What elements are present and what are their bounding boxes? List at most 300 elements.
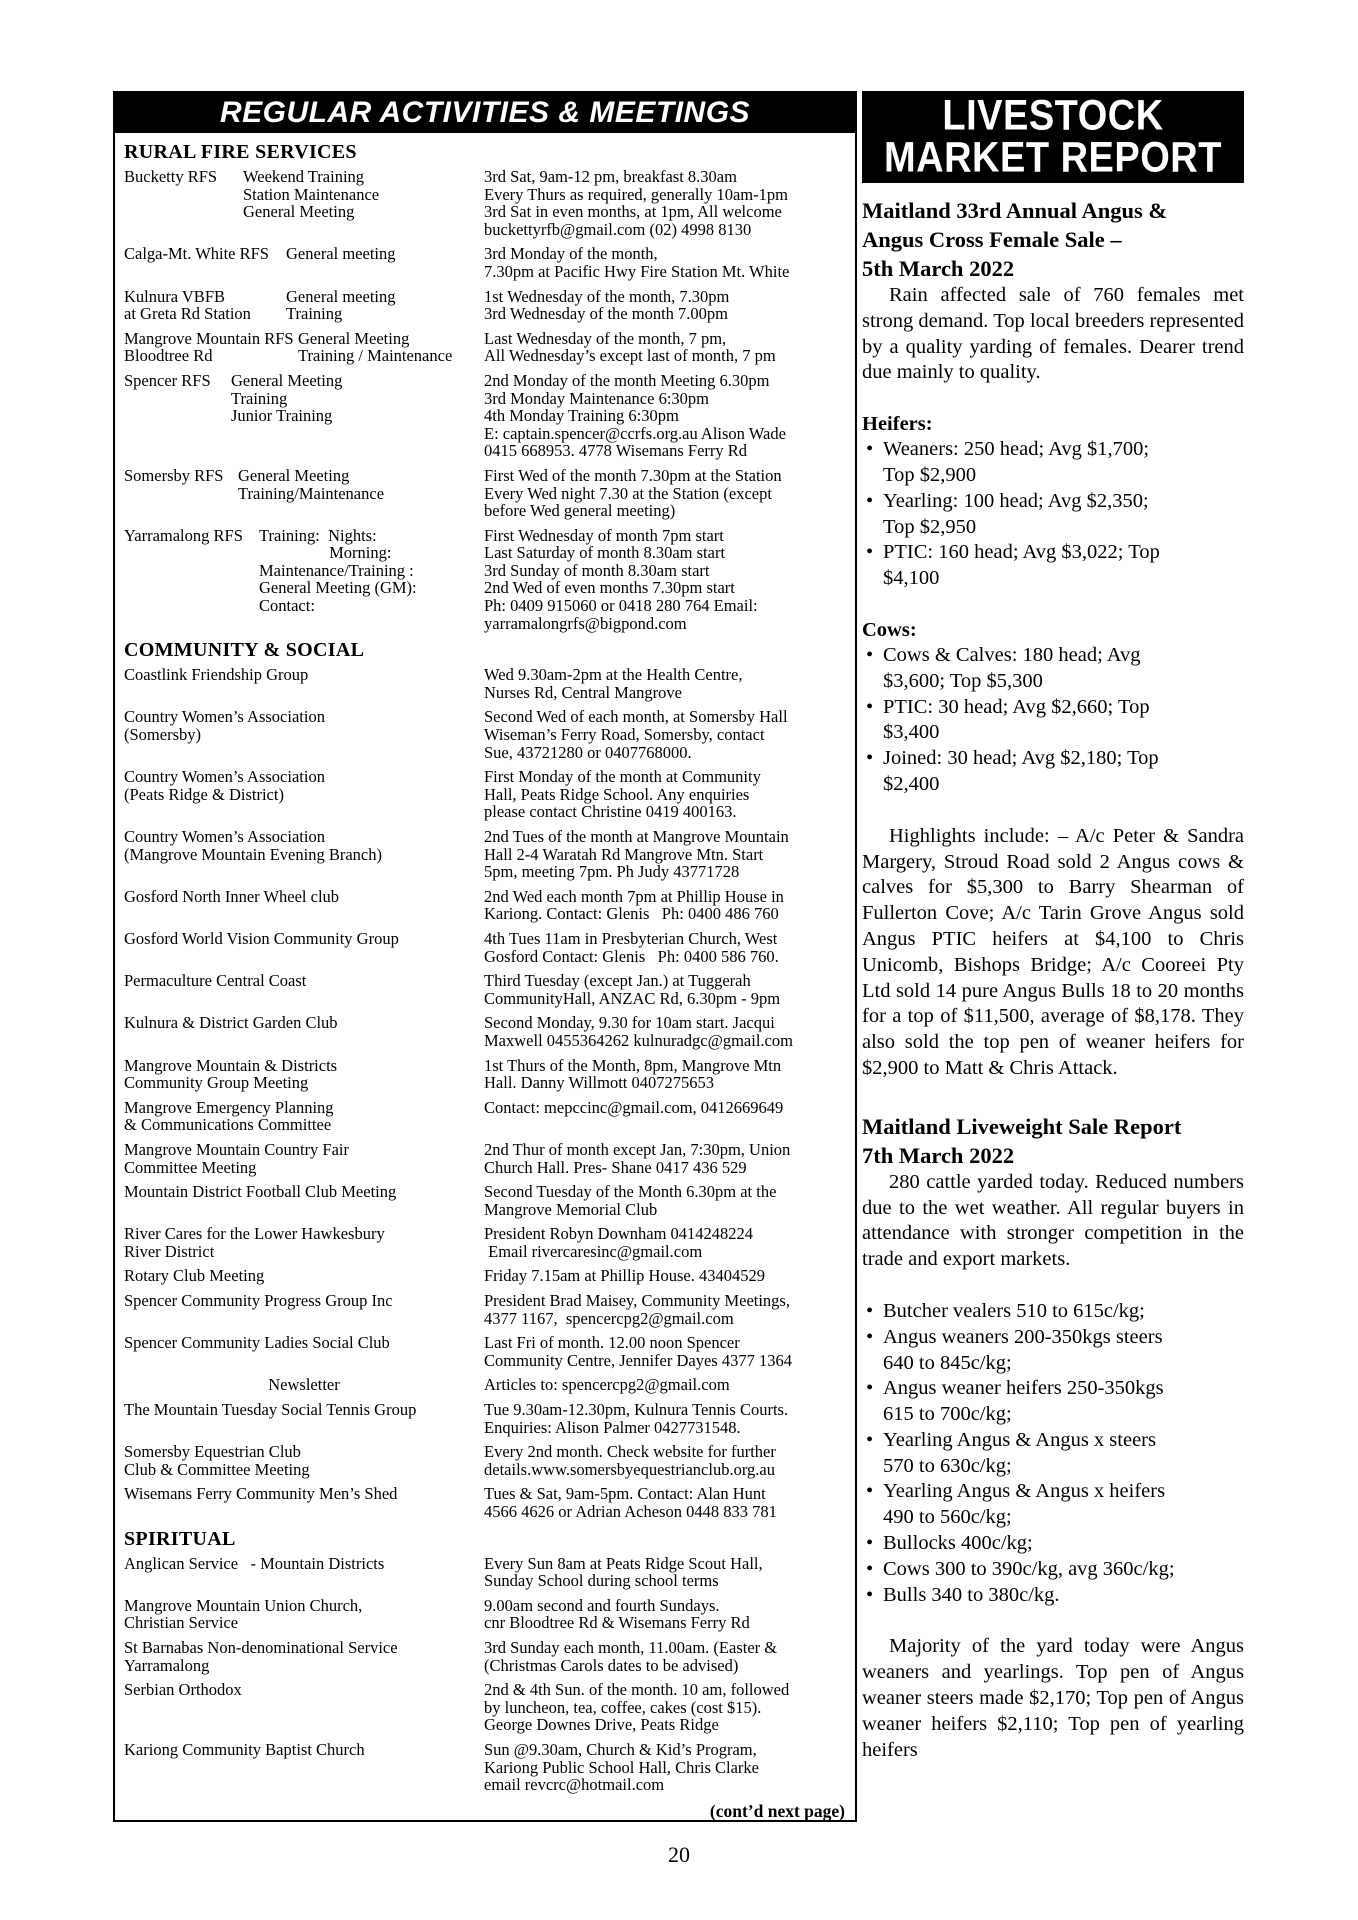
activity-row xyxy=(124,768,849,821)
activity-org-cell xyxy=(124,1267,484,1285)
org-name-line: The Mountain Tuesday Social Tennis Group xyxy=(124,1400,417,1420)
report-bullet xyxy=(862,1428,1244,1480)
meeting-detail xyxy=(484,972,849,1007)
report-bullet-line: • Weaners: 250 head; Avg $1,700; xyxy=(883,438,1150,461)
activity-org-cell xyxy=(124,1334,484,1369)
activity-row xyxy=(124,1099,849,1134)
meeting-detail-line: 4566 4626 or Adrian Acheson 0448 833 781 xyxy=(484,1502,777,1521)
activity-row xyxy=(124,666,849,701)
meeting-detail-line: First Monday of the month at Community xyxy=(484,767,761,787)
meeting-detail-line: Second Monday, 9.30 for 10am start. Jacqui xyxy=(484,1013,775,1033)
meeting-detail-line: 1st Thurs of the Month, 8pm, Mangrove Mtn xyxy=(484,1055,782,1075)
meeting-detail-line: 1st Wednesday of the month, 7.30pm xyxy=(484,286,730,306)
report-heading-line: Maitland Liveweight Sale Report xyxy=(862,1113,1182,1139)
report-bullet-line: • Joined: 30 head; Avg $2,180; Top xyxy=(883,747,1159,770)
activity-org-cell xyxy=(124,708,484,761)
meeting-detail xyxy=(484,708,849,761)
activity-row xyxy=(124,972,849,1007)
meeting-detail-line: Second Wed of each month, at Somersby Hall xyxy=(484,707,788,727)
org-name xyxy=(124,467,238,520)
meeting-detail xyxy=(484,467,849,520)
activity-row xyxy=(124,1141,849,1176)
activity-org-cell xyxy=(124,330,484,365)
report-bullet-line: $2,400 xyxy=(883,772,940,795)
meeting-detail-line: President Robyn Downham 0414248224 xyxy=(484,1224,754,1244)
meeting-detail-line: Sun @9.30am, Church & Kid’s Program, xyxy=(484,1739,757,1759)
meeting-detail-line: 3rd Monday of the month, xyxy=(484,244,658,264)
report-bullet-line: 615 to 700c/kg; xyxy=(883,1403,1012,1426)
report-bullet-line: $4,100 xyxy=(883,567,940,590)
org-name-line: Spencer RFS xyxy=(124,370,211,390)
meeting-detail-line: 2nd Monday of the month Meeting 6.30pm xyxy=(484,370,770,390)
activity-row xyxy=(124,288,849,323)
report-paragraph: Majority of the yard today were Angus weaners and yearlings. Top pen of Angus weaner steers made $2,170; Top pen of Angus weaner heifers $2,110; Top pen of yearling heifers xyxy=(862,1635,1244,1761)
activity-org-cell xyxy=(124,1141,484,1176)
meeting-type-line: General Meeting xyxy=(238,465,350,485)
meeting-detail-line: Last Saturday of month 8.30am start xyxy=(484,543,726,563)
org-name-line: Newsletter xyxy=(268,1375,340,1395)
meeting-detail xyxy=(484,888,849,923)
meeting-type-line: Maintenance/Training : xyxy=(259,560,414,580)
report-paragraph: Rain affected sale of 760 females met strong demand. Top local breeders represented by a quality yarding of females. Dearer trend due mainly to quality. xyxy=(862,284,1244,384)
livestock-title-box xyxy=(862,91,1244,183)
activity-org-cell xyxy=(124,828,484,881)
livestock-title-line1: LIVESTOCK xyxy=(942,92,1164,140)
section-heading: RURAL FIRE SERVICES xyxy=(124,141,357,163)
org-name-line: Somersby RFS xyxy=(124,465,224,485)
contd-note: (cont’d next page) xyxy=(709,1800,845,1821)
meeting-type xyxy=(286,245,484,280)
meeting-detail-line: 2nd Wed of even months 7.30pm start xyxy=(484,578,735,598)
report-heading-line: Maitland 33rd Annual Angus & xyxy=(862,198,1168,223)
report-bullet-list xyxy=(862,1299,1244,1609)
report-subheading: Heifers: xyxy=(862,413,933,436)
meeting-type xyxy=(238,467,484,520)
activities-body xyxy=(115,133,855,1822)
report-bullet-line: • Bulls 340 to 380c/kg. xyxy=(883,1583,1060,1606)
report-bullet-line: • Bullocks 400c/kg; xyxy=(883,1532,1033,1555)
meeting-detail xyxy=(484,168,849,238)
activity-org-cell xyxy=(124,1099,484,1134)
org-name-line: Calga-Mt. White RFS xyxy=(124,244,269,264)
org-name xyxy=(124,372,231,460)
activity-row xyxy=(124,1292,849,1327)
activity-org-cell xyxy=(124,1681,484,1734)
meeting-type-line: Training xyxy=(231,388,288,408)
meeting-detail xyxy=(484,1485,849,1520)
livestock-title-line2: MARKET REPORT xyxy=(884,134,1222,182)
meeting-detail-line: 4377 1167, spencercpg2@gmail.com xyxy=(484,1308,734,1328)
meeting-detail-line: Tue 9.30am-12.30pm, Kulnura Tennis Courts. xyxy=(484,1400,789,1420)
meeting-detail-line: Sunday School during school terms xyxy=(484,1571,719,1591)
meeting-detail xyxy=(484,1057,849,1092)
report-bullet-line: $3,600; Top $5,300 xyxy=(883,669,1043,692)
org-name-line: (Peats Ridge & District) xyxy=(124,784,284,804)
activity-row xyxy=(124,1443,849,1478)
report-paragraph: Highlights include: – A/c Peter & Sandra Margery, Stroud Road sold 2 Angus cows & calves for $5,300 to Barry Shearman of Fullerton Cove; A/c Tarin Grove Angus sold Angus PTIC heifers at $4,100 to Chris Unicomb, Bishops Bridge; A/c Cooreei Pty Ltd sold 14 pure Angus Bulls 18 to 20 months for a top of $11,500, average of $8,178. They also sold the top pen of weaner heifers for $2,900 to Matt & Chris Attack. xyxy=(862,824,1244,1079)
org-name-line: Mangrove Mountain Country Fair xyxy=(124,1139,350,1159)
report-bullet-line: 570 to 630c/kg; xyxy=(883,1454,1012,1477)
org-name-line: Coastlink Friendship Group xyxy=(124,665,309,685)
org-name-line: River Cares for the Lower Hawkesbury xyxy=(124,1224,385,1244)
report-bullet xyxy=(862,643,1244,695)
meeting-detail-line: Kariong Public School Hall, Chris Clarke xyxy=(484,1757,759,1777)
org-name-line: Spencer Community Ladies Social Club xyxy=(124,1333,390,1353)
meeting-detail-line: 3rd Monday Maintenance 6:30pm xyxy=(484,388,709,408)
report-bullet xyxy=(862,540,1244,592)
org-name-line: Spencer Community Progress Group Inc xyxy=(124,1291,393,1311)
meeting-detail-line: Church Hall. Pres- Shane 0417 436 529 xyxy=(484,1157,747,1177)
report-paragraph: 280 cattle yarded today. Reduced numbers due to the wet weather. All regular buyers in attendance with stronger competition in the trade and export markets. xyxy=(862,1170,1244,1271)
meeting-detail xyxy=(484,1292,849,1327)
meeting-detail-line: Every 2nd month. Check website for further xyxy=(484,1442,776,1462)
meeting-detail xyxy=(484,1401,849,1436)
meeting-detail-line: before Wed general meeting) xyxy=(484,501,676,521)
meeting-detail-line: Friday 7.15am at Phillip House. 43404529 xyxy=(484,1266,765,1286)
meeting-detail-line: (Christmas Carols dates to be advised) xyxy=(484,1655,739,1675)
report-heading-line: Angus Cross Female Sale – xyxy=(862,227,1122,252)
meeting-type-line: Training: Nights: xyxy=(259,525,377,545)
org-name-line: Permaculture Central Coast xyxy=(124,971,307,991)
activity-row xyxy=(124,372,849,460)
meeting-detail xyxy=(484,245,849,280)
meeting-detail-line: Second Tuesday of the Month 6.30pm at the xyxy=(484,1182,777,1202)
report-bullet xyxy=(862,1531,1244,1557)
org-name-line: Bloodtree Rd xyxy=(124,346,213,366)
meeting-type xyxy=(286,288,484,323)
meeting-type-line: General meeting xyxy=(286,244,396,264)
org-name-line: Yarramalong xyxy=(124,1655,210,1675)
meeting-type-line: Training / Maintenance xyxy=(298,346,453,366)
meeting-detail-line: 0415 668953. 4778 Wisemans Ferry Rd xyxy=(484,441,748,461)
org-name-line: (Mangrove Mountain Evening Branch) xyxy=(124,844,382,864)
activity-row xyxy=(124,888,849,923)
meeting-detail-line: Articles to: spencercpg2@gmail.com xyxy=(484,1375,730,1395)
activity-row xyxy=(124,330,849,365)
activity-org-cell xyxy=(124,1597,484,1632)
meeting-detail-line: 3rd Sunday of month 8.30am start xyxy=(484,560,710,580)
meeting-detail-line: Tues & Sat, 9am-5pm. Contact: Alan Hunt xyxy=(484,1484,766,1504)
meeting-detail xyxy=(484,1741,849,1794)
activity-org-cell xyxy=(124,930,484,965)
activity-row xyxy=(124,708,849,761)
report-heading-line: 5th March 2022 xyxy=(862,256,1015,281)
meeting-detail xyxy=(484,288,849,323)
meeting-detail-line: All Wednesday’s except last of month, 7 pm xyxy=(484,346,776,366)
activity-row xyxy=(124,1267,849,1285)
activity-row xyxy=(124,1639,849,1674)
meeting-type-line: Station Maintenance xyxy=(243,184,380,204)
meeting-detail-line: Third Tuesday (except Jan.) at Tuggerah xyxy=(484,971,751,991)
section-heading: SPIRITUAL xyxy=(124,1527,236,1550)
activity-row xyxy=(124,467,849,520)
activity-org-cell xyxy=(124,1292,484,1327)
meeting-detail-line: Gosford Contact: Glenis Ph: 0400 586 760. xyxy=(484,946,779,966)
meeting-detail-line: Enquiries: Alison Palmer 0427731548. xyxy=(484,1417,741,1437)
activities-title: REGULAR ACTIVITIES & MEETINGS xyxy=(219,96,751,129)
report-bullet xyxy=(862,489,1244,541)
report-bullet-line: • Cows & Calves: 180 head; Avg xyxy=(883,643,1141,666)
activity-org-cell xyxy=(124,1183,484,1218)
meeting-detail-line: 3rd Wednesday of the month 7.00pm xyxy=(484,304,728,324)
activity-org-cell xyxy=(124,1225,484,1260)
meeting-type xyxy=(298,330,484,365)
report-bullet-line: • Cows 300 to 390c/kg, avg 360c/kg; xyxy=(883,1557,1175,1580)
org-name-line: Wisemans Ferry Community Men’s Shed xyxy=(124,1484,398,1504)
org-name-line: Kariong Community Baptist Church xyxy=(124,1739,365,1759)
meeting-detail-line: Wiseman’s Ferry Road, Somersby, contact xyxy=(484,725,765,745)
org-name-line: Gosford World Vision Community Group xyxy=(124,928,399,948)
meeting-type-line: Training xyxy=(286,304,343,324)
meeting-detail-line: Wed 9.30am-2pm at the Health Centre, xyxy=(484,665,743,685)
meeting-type-line: Contact: xyxy=(259,596,315,616)
activities-panel xyxy=(113,91,857,1822)
report-bullet xyxy=(862,437,1244,489)
meeting-detail-line: 7.30pm at Pacific Hwy Fire Station Mt. White xyxy=(484,261,790,281)
meeting-detail-line: First Wed of the month 7.30pm at the Station xyxy=(484,465,782,485)
activity-row xyxy=(124,1057,849,1092)
meeting-type-line: General Meeting xyxy=(298,328,410,348)
meeting-detail-line: Kariong. Contact: Glenis Ph: 0400 486 760 xyxy=(484,904,779,924)
report-bullet-line: • Yearling: 100 head; Avg $2,350; xyxy=(883,489,1149,512)
report-bullet xyxy=(862,746,1244,798)
meeting-detail-line: Hall, Peats Ridge School. Any enquiries xyxy=(484,784,750,804)
meeting-detail xyxy=(484,1014,849,1049)
meeting-type xyxy=(231,372,484,460)
meeting-type-line: General Meeting xyxy=(231,370,343,390)
org-name xyxy=(124,288,286,323)
meeting-detail xyxy=(484,1681,849,1734)
meeting-detail-line: Last Fri of month. 12.00 noon Spencer xyxy=(484,1333,740,1353)
report-heading xyxy=(862,1112,1244,1170)
meeting-detail-line: cnr Bloodtree Rd & Wisemans Ferry Rd xyxy=(484,1613,750,1633)
report-bullet xyxy=(862,1557,1244,1583)
meeting-type-line: Morning: xyxy=(259,543,392,563)
meeting-detail-line: 3rd Sat, 9am-12 pm, breakfast 8.30am xyxy=(484,167,737,186)
org-name-line: Somersby Equestrian Club xyxy=(124,1442,301,1462)
report-bullet-line: • PTIC: 160 head; Avg $3,022; Top xyxy=(883,541,1160,564)
org-name xyxy=(124,527,259,633)
org-name-line: (Somersby) xyxy=(124,725,201,745)
report-bullet xyxy=(862,1479,1244,1531)
meeting-detail xyxy=(484,1141,849,1176)
report-bullet-line: • Angus weaner heifers 250-350kgs xyxy=(883,1377,1164,1400)
meeting-detail-line: 9.00am second and fourth Sundays. xyxy=(484,1595,720,1615)
meeting-detail-line: 2nd Wed each month 7pm at Phillip House in xyxy=(484,886,784,906)
meeting-detail-line: 2nd Tues of the month at Mangrove Mountain xyxy=(484,827,789,846)
org-name-line: Gosford North Inner Wheel club xyxy=(124,886,340,906)
meeting-detail-line: 2nd & 4th Sun. of the month. 10 am, followed xyxy=(484,1680,790,1700)
meeting-type-line: Weekend Training xyxy=(243,167,365,186)
org-name-line: Community Group Meeting xyxy=(124,1073,309,1093)
meeting-type-line: General meeting xyxy=(286,286,396,306)
meeting-detail xyxy=(484,828,849,881)
activity-row xyxy=(124,1485,849,1520)
report-bullet-line: • PTIC: 30 head; Avg $2,660; Top xyxy=(883,695,1150,718)
org-name-line: Committee Meeting xyxy=(124,1157,257,1177)
meeting-detail-line: 4th Monday Training 6:30pm xyxy=(484,406,679,426)
org-name-line: Serbian Orthodox xyxy=(124,1680,242,1700)
activity-row xyxy=(124,1741,849,1794)
activity-row xyxy=(124,1183,849,1218)
org-name-line: Club & Committee Meeting xyxy=(124,1459,310,1479)
meeting-detail xyxy=(484,527,849,633)
activity-org-cell xyxy=(124,1555,484,1590)
report-bullet xyxy=(862,1583,1244,1609)
org-name xyxy=(124,168,243,238)
meeting-detail-line: Every Wed night 7.30 at the Station (except xyxy=(484,483,772,503)
activity-org-cell xyxy=(124,1057,484,1092)
meeting-detail xyxy=(484,666,849,701)
meeting-detail-line: Mangrove Memorial Club xyxy=(484,1199,658,1219)
meeting-detail xyxy=(484,930,849,965)
page-number: 20 xyxy=(668,1842,690,1867)
activity-row xyxy=(124,527,849,633)
meeting-detail-line: Email rivercaresinc@gmail.com xyxy=(484,1241,703,1261)
activity-row xyxy=(124,828,849,881)
meeting-detail-line: Last Wednesday of the month, 7 pm, xyxy=(484,328,727,348)
report-bullet-line: • Angus weaners 200-350kgs steers xyxy=(883,1325,1163,1348)
org-name-line: Yarramalong RFS xyxy=(124,525,243,545)
activity-org-cell xyxy=(124,168,484,238)
activity-org-cell xyxy=(124,1376,484,1394)
report-bullet-line: • Yearling Angus & Angus x heifers xyxy=(883,1480,1166,1503)
meeting-type-line: General Meeting xyxy=(243,202,355,222)
report-subheading: Cows: xyxy=(862,618,917,641)
meeting-detail-line: Maxwell 0455364262 kulnuradgc@gmail.com xyxy=(484,1030,793,1050)
activity-org-cell xyxy=(124,1401,484,1436)
meeting-detail xyxy=(484,1597,849,1632)
livestock-report-body xyxy=(862,196,1244,1763)
activity-org-cell xyxy=(124,467,484,520)
activity-org-cell xyxy=(124,768,484,821)
meeting-detail-line: Sue, 43721280 or 0407768000. xyxy=(484,742,692,762)
meeting-detail-line: details.www.somersbyequestrianclub.org.au xyxy=(484,1459,775,1479)
report-bullet-line: Top $2,900 xyxy=(883,463,977,486)
meeting-detail xyxy=(484,1555,849,1590)
meeting-detail-line: please contact Christine 0419 400163. xyxy=(484,802,737,822)
activity-row xyxy=(124,1225,849,1260)
org-name-line: Anglican Service - Mountain Districts xyxy=(124,1553,385,1573)
org-name-line: Rotary Club Meeting xyxy=(124,1266,265,1286)
activity-row xyxy=(124,1681,849,1734)
section-heading: COMMUNITY & SOCIAL xyxy=(124,639,365,662)
report-bullet-line: • Butcher vealers 510 to 615c/kg; xyxy=(883,1299,1145,1322)
activity-row xyxy=(124,1014,849,1049)
livestock-report-panel xyxy=(862,91,1244,1763)
org-name-line: Country Women’s Association xyxy=(124,767,325,787)
org-name-line: Bucketty RFS xyxy=(124,167,218,186)
report-bullet-line: 490 to 560c/kg; xyxy=(883,1506,1012,1529)
report-bullet-list xyxy=(862,437,1244,592)
org-name-line: Country Women’s Association xyxy=(124,827,325,846)
meeting-detail xyxy=(484,1334,849,1369)
meeting-type-line: Junior Training xyxy=(231,406,333,426)
meeting-detail xyxy=(484,768,849,821)
org-name-line: River District xyxy=(124,1241,215,1261)
activity-org-cell xyxy=(124,888,484,923)
activity-row xyxy=(124,245,849,280)
activity-row xyxy=(124,1597,849,1632)
meeting-type-line: General Meeting (GM): xyxy=(259,578,417,598)
meeting-detail-line: CommunityHall, ANZAC Rd, 6.30pm - 9pm xyxy=(484,988,781,1008)
report-bullet-line: 640 to 845c/kg; xyxy=(883,1351,1012,1374)
meeting-detail-line: 3rd Sat in even months, at 1pm, All welcome xyxy=(484,202,782,222)
activity-org-cell xyxy=(124,527,484,633)
meeting-detail xyxy=(484,1443,849,1478)
meeting-detail xyxy=(484,1099,849,1134)
meeting-detail xyxy=(484,372,849,460)
report-bullet-line: $3,400 xyxy=(883,721,940,744)
activity-org-cell xyxy=(124,1014,484,1049)
activity-org-cell xyxy=(124,288,484,323)
activity-row xyxy=(124,168,849,238)
meeting-detail xyxy=(484,1267,849,1285)
report-bullet xyxy=(862,1325,1244,1377)
report-bullet xyxy=(862,1376,1244,1428)
meeting-detail xyxy=(484,330,849,365)
org-name-line: Mangrove Mountain RFS xyxy=(124,328,294,348)
meeting-detail-line: yarramalongrfs@bigpond.com xyxy=(484,613,687,633)
activity-org-cell xyxy=(124,666,484,701)
activity-org-cell xyxy=(124,1639,484,1674)
meeting-detail-line: President Brad Maisey, Community Meetings, xyxy=(484,1291,790,1311)
org-name-line: at Greta Rd Station xyxy=(124,304,251,324)
meeting-type xyxy=(243,168,484,238)
report-heading xyxy=(862,196,1244,283)
org-name-line: Mangrove Mountain & Districts xyxy=(124,1055,338,1075)
org-name-line: & Communications Committee xyxy=(124,1115,332,1135)
report-bullet xyxy=(862,695,1244,747)
report-bullet-line: • Yearling Angus & Angus x steers xyxy=(883,1428,1156,1451)
activity-row xyxy=(124,1555,849,1590)
meeting-detail-line: 5pm, meeting 7pm. Ph Judy 43771728 xyxy=(484,862,740,882)
meeting-detail-line: Hall. Danny Willmott 0407275653 xyxy=(484,1073,715,1093)
meeting-detail-line: buckettyrfb@gmail.com (02) 4998 8130 xyxy=(484,219,752,239)
org-name-line: St Barnabas Non-denominational Service xyxy=(124,1637,398,1657)
report-bullet-list xyxy=(862,643,1244,798)
meeting-detail-line: Contact: mepccinc@gmail.com, 0412669649 xyxy=(484,1097,784,1117)
meeting-detail-line: by luncheon, tea, coffee, cakes (cost $15). xyxy=(484,1697,762,1717)
activity-row xyxy=(124,1334,849,1369)
org-name-line: Country Women’s Association xyxy=(124,707,325,727)
meeting-detail-line: 3rd Sunday each month, 11.00am. (Easter & xyxy=(484,1637,778,1657)
activity-org-cell xyxy=(124,1443,484,1478)
meeting-detail-line: Nurses Rd, Central Mangrove xyxy=(484,682,682,702)
meeting-detail-line: Every Thurs as required, generally 10am-1pm xyxy=(484,184,788,204)
report-bullet-line: Top $2,950 xyxy=(883,515,977,538)
meeting-detail xyxy=(484,1225,849,1260)
meeting-detail-line: E: captain.spencer@ccrfs.org.au Alison Wade xyxy=(484,423,786,443)
org-name-line: Mangrove Mountain Union Church, xyxy=(124,1595,363,1615)
meeting-detail-line: George Downes Drive, Peats Ridge xyxy=(484,1715,719,1735)
org-name-line: Mountain District Football Club Meeting xyxy=(124,1182,397,1202)
meeting-type xyxy=(259,527,484,633)
org-name-line: Kulnura & District Garden Club xyxy=(124,1013,338,1033)
activity-row xyxy=(124,1401,849,1436)
meeting-detail-line: Community Centre, Jennifer Dayes 4377 1364 xyxy=(484,1350,792,1370)
activity-row xyxy=(124,1376,849,1394)
org-name-line: Christian Service xyxy=(124,1613,239,1633)
org-name-line: Mangrove Emergency Planning xyxy=(124,1097,334,1117)
activity-org-cell xyxy=(124,1485,484,1520)
org-name xyxy=(124,245,286,280)
activity-row xyxy=(124,930,849,965)
meeting-detail xyxy=(484,1183,849,1218)
meeting-detail-line: Ph: 0409 915060 or 0418 280 764 Email: xyxy=(484,596,758,616)
meeting-type-line: Training/Maintenance xyxy=(238,483,385,503)
report-heading-line: 7th March 2022 xyxy=(862,1142,1015,1168)
